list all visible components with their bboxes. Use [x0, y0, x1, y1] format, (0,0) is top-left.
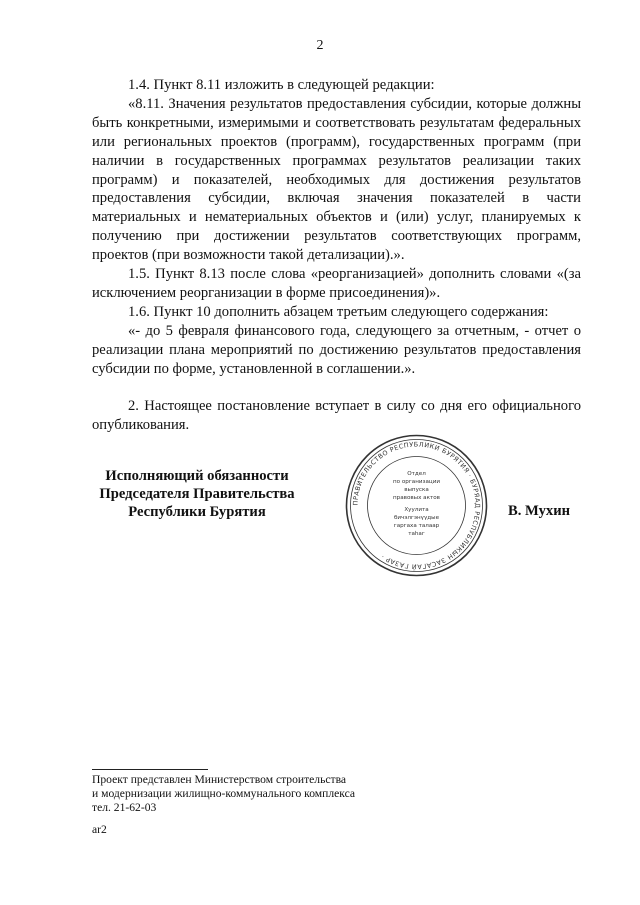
position-line-1: Исполняющий обязанности	[105, 468, 289, 484]
paragraph-1-5: 1.5. Пункт 8.13 после слова «реорганизацией» дополнить словами «(за исключением реорганизации в форме присоединения)».	[92, 266, 581, 301]
footnote-line-1: Проект представлен Министерством строительства	[92, 773, 347, 786]
paragraph-10-addition: «- до 5 февраля финансового года, следующего за отчетным, - отчет о реализации плана мероприятий по достижению результатов предоставления субсидии по форме, установленной в соглашении.».	[92, 322, 581, 377]
stamp-center-line: таһаг	[408, 531, 425, 537]
stamp-center-line: выпуска	[404, 487, 429, 493]
page-number: 2	[316, 38, 324, 53]
footnote-divider	[92, 769, 208, 770]
official-stamp	[344, 433, 489, 578]
position-line-3: Республики Бурятия	[128, 504, 266, 521]
paragraph-8-11-text: «8.11. Значения результатов предоставления субсидии, которые должны быть конкретными, измеримыми и соответствовать результатам федеральных или региональных проектов (программ), государственных программ (при наличии в государственных программах результатов реализации таких программ) и показателей, необходимых для достижения результатов предоставления субсидии, включая значения показателей в части материальных и нематериальных объектов и (или) услуг, планируемых к получению при достижении результатов соответствующих программ, проектов (при возможности такой детализации).».	[92, 95, 581, 264]
stamp-ring-text: ПРАВИТЕЛЬСТВО РЕСПУБЛИКИ БУРЯТИЯ · БУРЯАД РЕСПУБЛИКЫН ЗАСАГАЙ ГАЗАР ·	[351, 440, 482, 571]
stamp-center-line: правовых актов	[393, 495, 440, 501]
position-line-2: Председателя Правительства	[99, 486, 295, 503]
document-code: ar2	[92, 823, 107, 836]
signatory-name: В. Мухин	[508, 503, 571, 519]
signatory-position	[84, 467, 310, 522]
stamp-center-line: Отдел	[407, 471, 426, 477]
stamp-center-line: по организации	[393, 479, 440, 485]
paragraph-2-effective: 2. Настоящее постановление вступает в силу со дня его официального опубликования.	[92, 398, 581, 434]
document-body	[92, 76, 581, 435]
footnote-line-2: и модернизации жилищно-коммунального комплекса	[92, 787, 356, 800]
stamp-center-line: Хуулита	[404, 507, 429, 513]
paragraph-1-4: 1.4. Пункт 8.11 изложить в следующей редакции:	[128, 77, 435, 93]
footnote	[92, 773, 355, 815]
stamp-center-line: гаргаха талаар	[393, 523, 440, 529]
paragraph-1-6: 1.6. Пункт 10 дополнить абзацем третьим следующего содержания:	[128, 303, 549, 320]
stamp-center-line: бичэлгэнүүдые	[393, 515, 440, 521]
footnote-phone: тел. 21-62-03	[92, 801, 157, 814]
